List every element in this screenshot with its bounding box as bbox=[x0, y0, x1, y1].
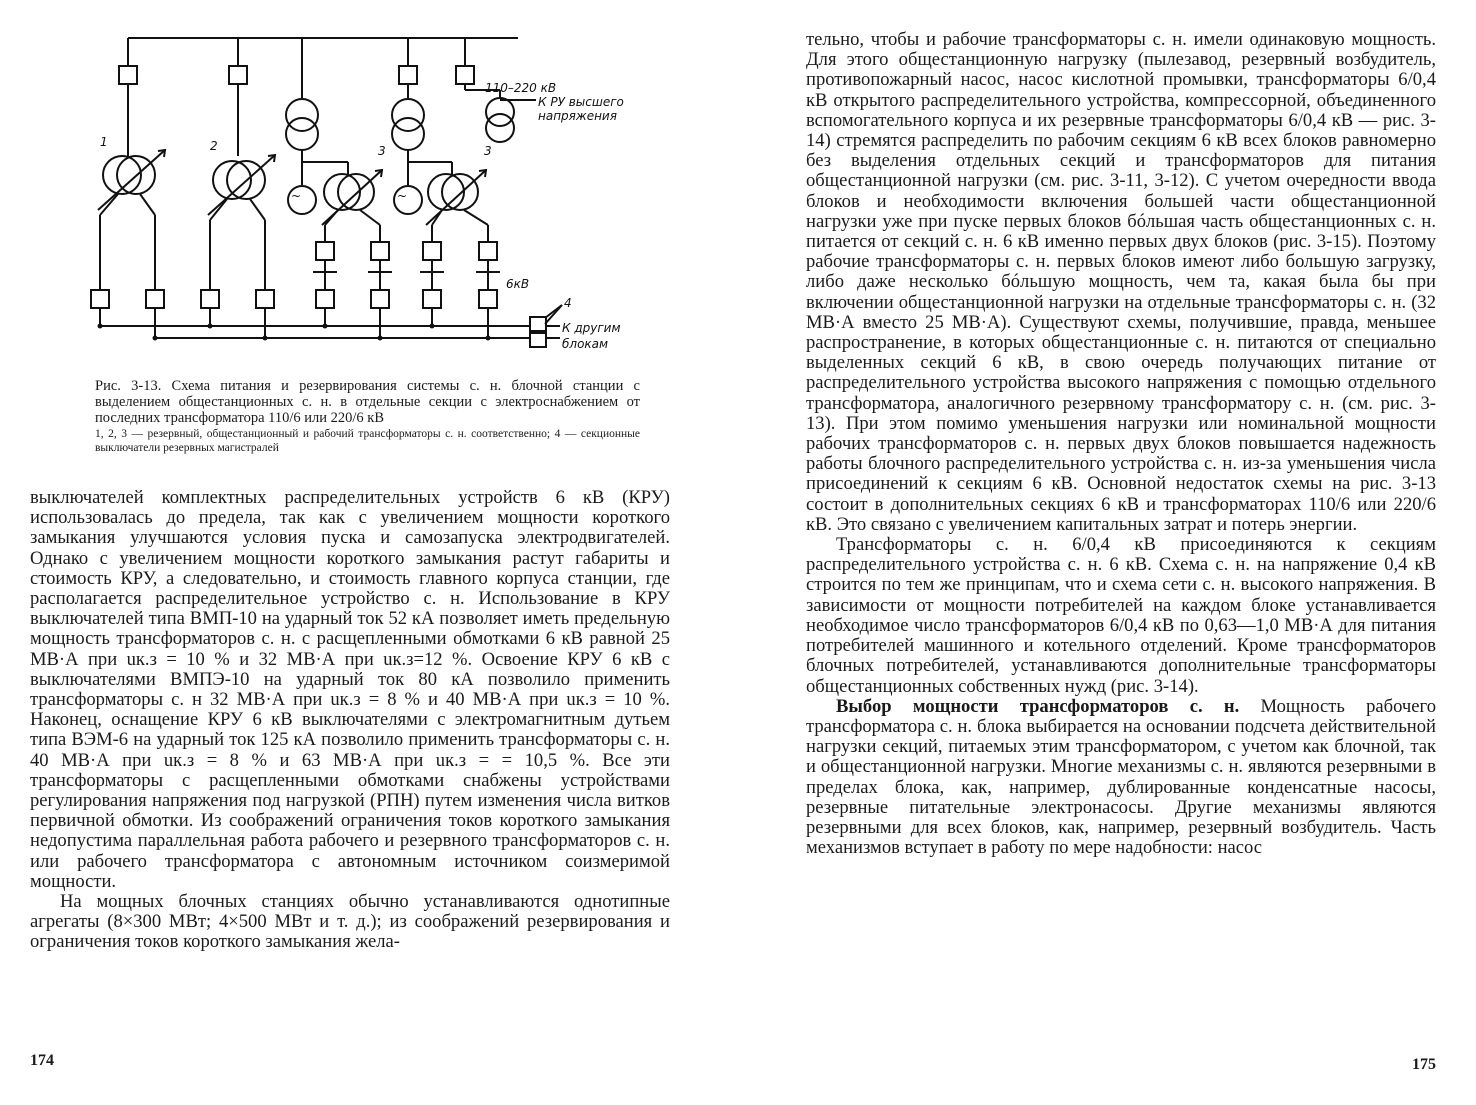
caption-title: Рис. 3-13. Схема питания и резервирования системы с. н. блочной станции с выделением общестанционных с. н. в отдельные секции с электроснабжением от последних трансформатора 110/6 или 220/6 кВ bbox=[95, 378, 640, 426]
label-to-hv-ru-2: напряжения bbox=[538, 109, 617, 123]
paragraph: На мощных блочных станциях обычно устанавливаются однотипные агрегаты (8×300 МВт; 4×500 МВт и т. д.); из соображений резервирования и ограничения токов короткого замыкания жела- bbox=[30, 891, 670, 953]
svg-text:~: ~ bbox=[396, 189, 408, 203]
page-number: 174 bbox=[30, 1052, 54, 1069]
right-body-text bbox=[806, 30, 1436, 858]
label-transformer-3a: 3 bbox=[378, 144, 386, 158]
left-page bbox=[0, 0, 700, 1105]
label-transformer-1: 1 bbox=[100, 135, 108, 149]
left-body-text bbox=[30, 488, 670, 953]
label-to-other-blocks-2: блокам bbox=[562, 337, 609, 351]
figure-caption bbox=[95, 378, 640, 455]
right-page bbox=[738, 0, 1476, 1105]
paragraph-section bbox=[806, 697, 1436, 859]
label-voltage-high: 110–220 кВ bbox=[485, 81, 557, 95]
section-text: Мощность рабочего трансформатора с. н. блока выбирается на основании подсчета действительной нагрузки секций, питаемых этим трансформатором, с учетом как блочной, так и общестанционной нагрузки. Многие механизмы с. н. являются резервными в пределах блока, как, например, дублированные конденсатные насосы, резервные питательные электронасосы. Другие механизмы являются резервными для всех блоков, как, например, резервный возбудитель. Часть механизмов вступает в работу по мере надобности: насос bbox=[806, 695, 1436, 859]
circuit-diagram-figure bbox=[60, 20, 650, 380]
label-transformer-2: 2 bbox=[210, 139, 218, 153]
paragraph: Трансформаторы с. н. 6/0,4 кВ присоединяются к секциям распределительного устройства с. н. 6 кВ. Схема с. н. на напряжение 0,4 кВ строится по тем же принципам, что и схема сети с. н. высокого напряжения. В зависимости от мощности потребителей на каждом блоке устанавливается необходимое число трансформаторов 6/0,4 кВ по 0,63—1,0 МВ·А для питания потребителей машинного и котельного отделений. Кроме трансформаторов блочных потребителей, устанавливаются дополнительные трансформаторы общестанционных собственных нужд (рис. 3-14). bbox=[806, 534, 1436, 697]
label-transformer-3b: 3 bbox=[484, 144, 492, 158]
label-to-hv-ru-1: К РУ высшего bbox=[538, 95, 624, 109]
circuit-diagram bbox=[60, 20, 650, 380]
section-heading: Выбор мощности трансформаторов с. н. bbox=[836, 695, 1240, 717]
label-sect-switch-4: 4 bbox=[564, 296, 572, 310]
paragraph: выключателей комплектных распределительных устройств 6 кВ (КРУ) использовалась до предела, так как с увеличением мощности короткого замыкания улучшаются условия пуска и самозапуска электродвигателей. Однако с увеличением мощности короткого замыкания растут габариты и стоимость КРУ, а следовательно, и стоимость главного корпуса станции, где располагается распределительное устройство с. н. Использование в КРУ выключателей типа ВМП-10 на ударный ток 52 кА позволяет иметь предельную мощность трансформаторов с. н. с расщепленными обмотками 6 кВ равной 25 МВ·А при uк.з = 10 % и 32 МВ·А при uк.з=12 %. Освоение КРУ 6 кВ с выключателями ВМПЭ-10 на ударный ток 80 кА позволило применить трансформаторы с. н 32 МВ·А при uк.з = 8 % и 40 МВ·А при uк.з = 10 %. Наконец, оснащение КРУ 6 кВ выключателями с электромагнитным дутьем типа ВЭМ-6 на ударный ток 125 кА позволило применить трансформаторы с. н. 40 МВ·А при uк.з = 8 % и 63 МВ·А при uк.з = = 10,5 %. Все эти трансформаторы с расщепленными обмотками снабжены устройствами регулирования напряжения под нагрузкой (РПН) путем изменения числа витков первичной обмотки. Из соображений ограничения токов короткого замыкания недопустима параллельная работа рабочего и резервного трансформаторов с. н. или рабочего трансформатора с автономным источником соизмеримой мощности. bbox=[30, 487, 670, 892]
page-number: 175 bbox=[1412, 1056, 1436, 1073]
svg-text:~: ~ bbox=[290, 189, 302, 203]
caption-legend: 1, 2, 3 — резервный, общестанционный и рабочий трансформаторы с. н. соответственно; 4 — секционные выключатели резервных магистралей bbox=[95, 428, 640, 454]
label-to-other-blocks-1: К другим bbox=[562, 321, 621, 335]
paragraph: тельно, чтобы и рабочие трансформаторы с. н. имели одинаковую мощность. Для этого общестанционную нагрузку (пылезавод, резервный возбудитель, противопожарный насос, насос кислотной промывки, трансформаторы 6/0,4 кВ открытого распределительного устройства, компрессорной, объединенного вспомогательного корпуса и их резервные трансформаторы 6/0,4 кВ — рис. 3-14) стремятся распределить по рабочим секциям 6 кВ всех блоков равномерно без выделения отдельных секций и трансформаторов для питания общестанционной нагрузки (см. рис. 3-11, 3-12). С учетом очередности ввода блоков и необходимости включения большей части общестанционной нагрузки уже при пуске первых блоков бóльшая часть общестанционных с. н. питается от секций с. н. 6 кВ именно первых двух блоков (рис. 3-15). Поэтому рабочие трансформаторы с. н. первых блоков имеют либо большую загрузку, либо даже несколько бóльшую мощность, чем та, какая была бы при включении общестанционной нагрузки на отдельные трансформаторы с. н. (32 МВ·А вместо 25 МВ·А). Существуют схемы, получившие, правда, меньшее распространение, в которых общестанционные с. н. питаются от специально выделенных секций 6 кВ, в свою очередь получающих питание от распределительного устройства высокого напряжения с помощью отдельного трансформатора, аналогичного резервному трансформатору с. н. (см. рис. 3-13). При этом помимо уменьшения нагрузки или номинальной мощности рабочих трансформаторов с. н. первых двух блоков повышается надежность работы блочного распределительного устройства с. н. из-за уменьшения числа присоединений к секциям 6 кВ. Основной недостаток схемы на рис. 3-13 состоит в дополнительных секциях 6 кВ и трансформаторах 110/6 или 220/6 кВ. Это связано с увеличением капитальных затрат и потерь энергии. bbox=[806, 29, 1436, 535]
label-6kv: 6кВ bbox=[506, 277, 530, 291]
